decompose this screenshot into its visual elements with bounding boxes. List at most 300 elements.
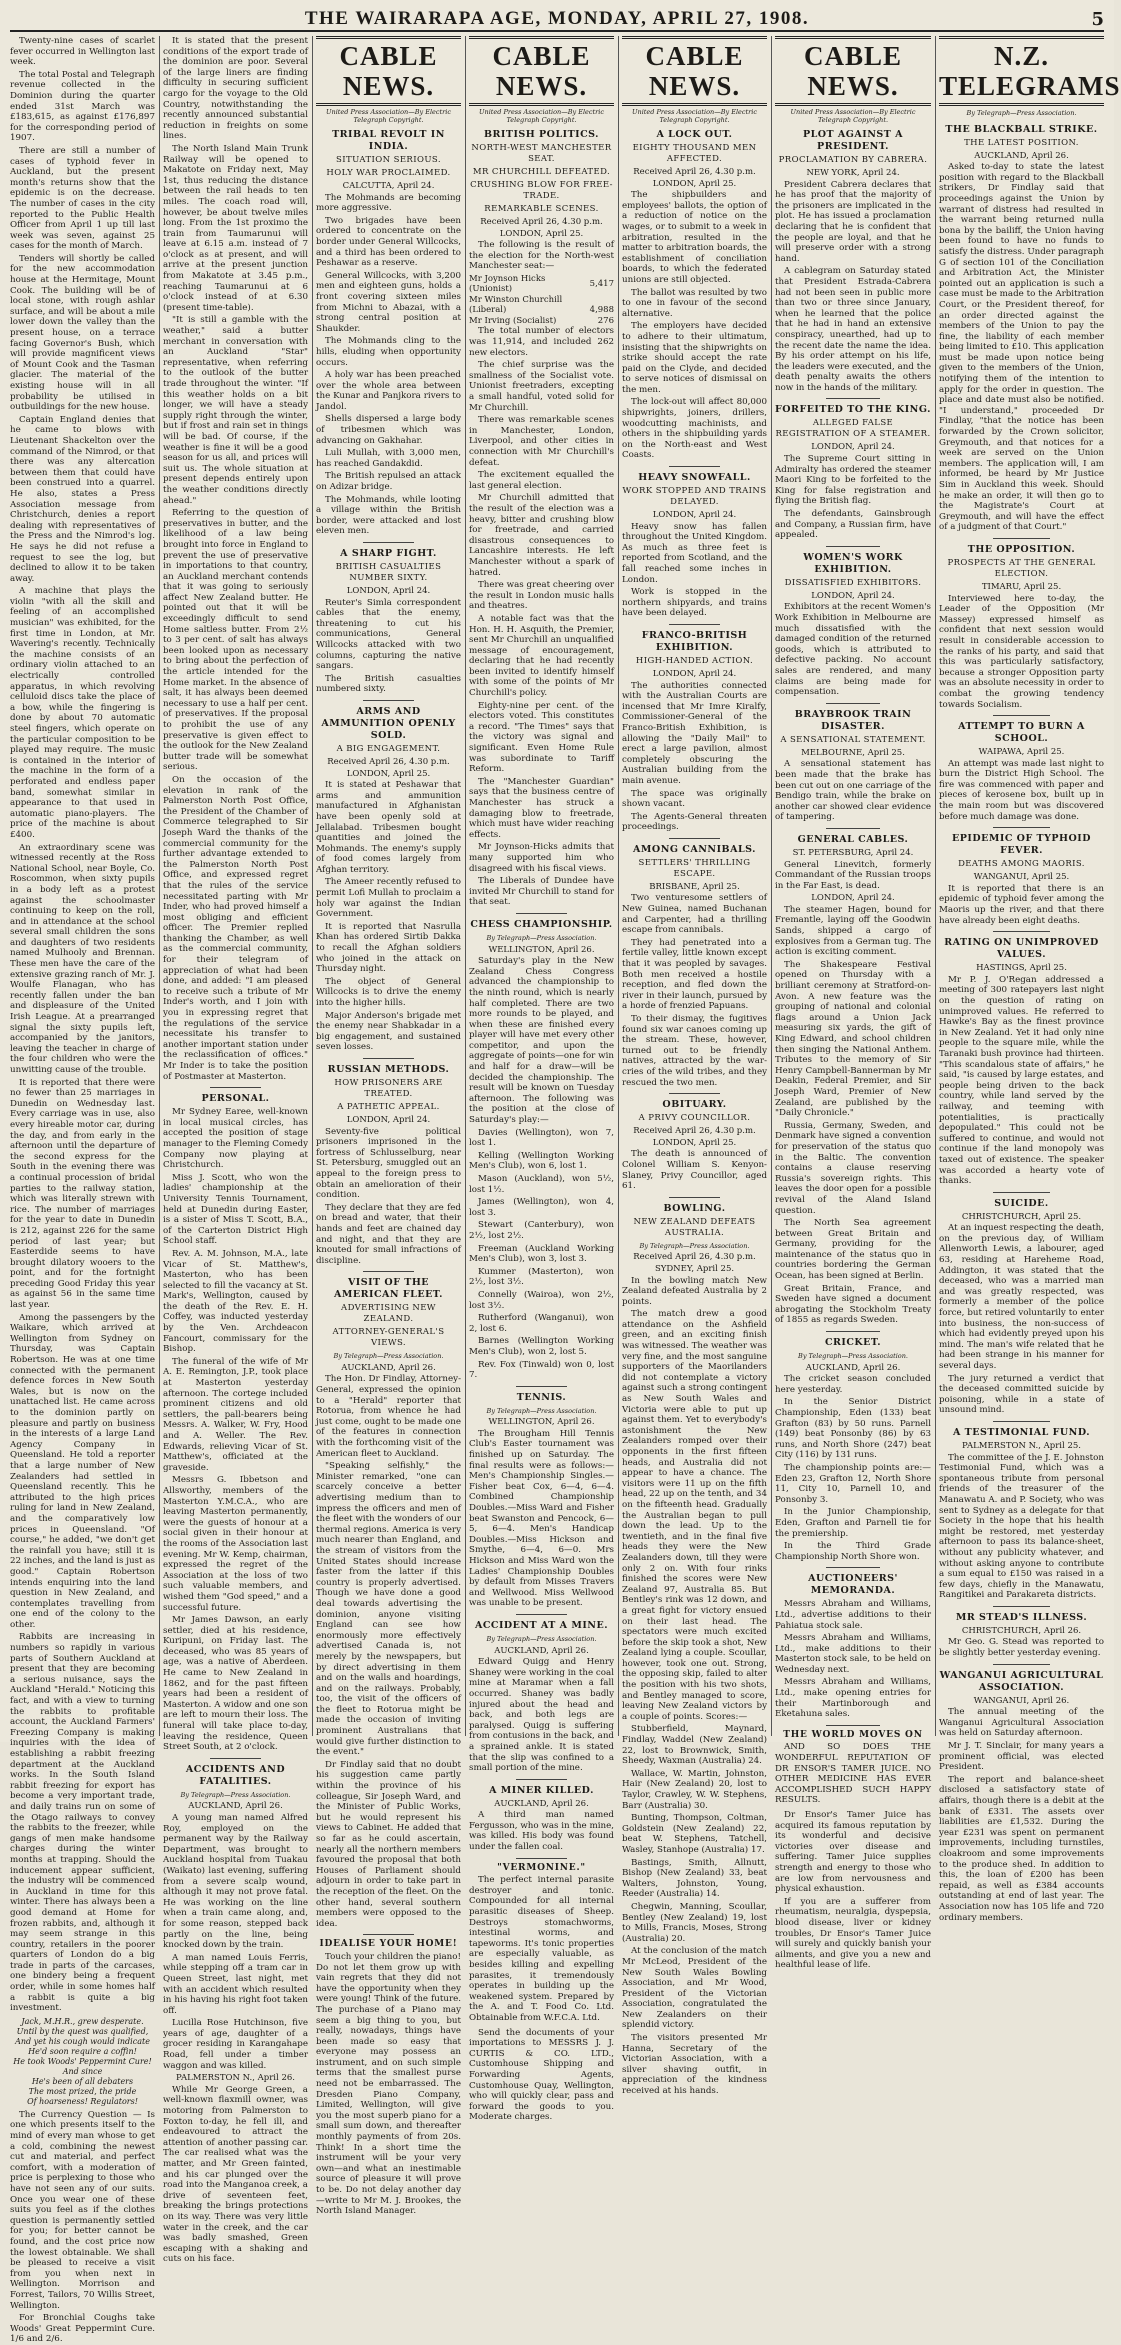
table-row xyxy=(469,316,614,327)
article-paragraph: Mr Joynson-Hicks admits that many supported him who disagreed with his fiscal views. xyxy=(469,842,614,874)
article-paragraph: Mr James Dawson, an early settler, died at his residence, Kuripuni, on Friday last. The deceased, who was 85 years of age, was a native of Aberdeen. He came to New Zealand in 1862, and for the past fifteen years had been a resident of Masterton. A widow and one son are left to mourn their loss. The funeral will take place to-day, leaving the residence, Queen Street South, at 2 o'clock. xyxy=(163,1615,308,1753)
article-paragraph: The North Island Main Trunk Railway will be opened to Makatote on Friday next, May 1st, thus reducing the distance between the rail heads to ten miles. The coach road will, however, be about twelve miles long. From the 1st proximo the train from Taumarunui will leave at 6.15 a.m. instead of 7 o'clock as at present, and will arrive at the present junction from Makatote at 3.45 p.m., reaching Taumarunui at 6 o'clock instead of at 6.30 (present time-table). xyxy=(163,143,308,313)
article-dateline: CHRISTCHURCH, April 25. xyxy=(961,1211,1082,1222)
verse-line: He's been of all debaters xyxy=(31,2076,134,2086)
vote-count: 5,417 xyxy=(589,279,614,290)
article-paragraph: The excitement equalled the last general election. xyxy=(469,470,614,491)
article-paragraph: There was great cheering over the result in London music halls and theatres. xyxy=(469,580,614,612)
article-paragraph: The Brougham Hill Tennis Club's Easter tournament was finished up on Saturday. The final results were as follows:—Men's Championship Singles.—Fisher beat Cox, 6—4, 6—4. Combined Championship Doubles.—Miss Ward and Fisher beat Swanston and Pencock, 6—5, 6—4. Men's Handicap Doubles.—Miss Hickson and Smythe, 6—4, 6—0. Mrs Hickson and Miss Ward won the Ladies' Championship Doubles by default from Misses Travers and Wellwood. Miss Wellwood was unable to be present. xyxy=(469,1428,614,1609)
column-3 xyxy=(316,36,461,2217)
article-headline: AUCTIONEERS' MEMORANDA. xyxy=(808,1573,898,1597)
column-rule xyxy=(618,36,619,1736)
article-paragraph: The jury returned a verdict that the deceased committed suicide by poisoning, while in a state of unsound mind. xyxy=(939,1373,1104,1416)
section-divider xyxy=(993,827,1051,828)
article-paragraph: The Hon. Dr Findlay, Attorney-General, expressed the opinion to a "Herald" reporter that Rotorua, from whence he had just come, ought to be made one of the features in connection with the forthcoming visit of the American fleet to Auckland. xyxy=(316,1374,461,1459)
article-paragraph: A young man named Alfred Roy, employed on the permanent way by the Railway Department, was brought to Auckland hospital from Tuakau (Waikato) last evening, suffering from a severe scalp wound, although it may not prove fatal. He was working on the line when a train came along, and, for some reason, stepped back partly on the line, being knocked down by the train. xyxy=(163,1813,308,1951)
article-paragraph: Edward Quigg and Henry Shaney were working in the coal mine at Maramar when a fall occurred. Shaney was badly injured about the head and back, and both legs are paralysed. Quigg is suffering from contusions in the back, and a sprained ankle. It is stated that the slip was confined to a small portion of the mine. xyxy=(469,1657,614,1774)
article-subheadline: DEATHS AMONG MAORIS. xyxy=(958,859,1085,870)
verse-advert xyxy=(10,2017,155,2107)
article-paragraph: The visitors presented Mr Hanna, Secretary of the Victorian Association, with a silver shaving outfit, in appreciation of the kindness received at his hands. xyxy=(622,2033,767,2097)
article-paragraph: In the Junior Championship, Eden, Grafton and Parnell tie for the premiership. xyxy=(775,1507,931,1539)
section-divider xyxy=(826,1331,881,1332)
article-subheadline: ALLEGED FALSE REGISTRATION OF A STEAMER. xyxy=(775,418,931,440)
article-paragraph: For Bronchial Coughs take Woods' Great Peppermint Cure. 1/6 and 2/6. xyxy=(10,2313,155,2345)
article-paragraph: A cablegram on Saturday stated that President Estrada-Cabrera had not been seen in public more than two or three since January, when he learned that the police that he had in hand an extensive conspiracy, unearthed, had up to the recent date the name the idea. By his order attempt on his life, the leaders were executed, and the death penalty awaits the others now in the hands of the military. xyxy=(775,266,931,393)
wire-credit: United Press Association—By Electric Telegraph Copyright. xyxy=(326,108,451,124)
article-paragraph: The ballot was resulted by two to one in favour of the second alternative. xyxy=(622,287,767,319)
article-paragraph: Reuter's Simla correspondent cables that the enemy, threatening to cut his communications, General Willcocks attacked with two columns, capturing the native sangars. xyxy=(316,597,461,672)
article-dateline: LONDON, April 25. xyxy=(652,1137,737,1148)
section-divider xyxy=(669,1093,720,1094)
article-subheadline: EIGHTY THOUSAND MEN AFFECTED. xyxy=(632,143,757,164)
article-paragraph: Chegwin, Manning, Scoullar, Bentley (New Zealand) 19, lost to Mills, Francis, Moses, Strong (Australia) 20. xyxy=(622,1901,767,1944)
article-paragraph: The Mohmands, while looting a village within the British border, were attacked and lost eleven men. xyxy=(316,494,461,537)
article-dateline: CHRISTCHURCH, April 26. xyxy=(961,1625,1082,1636)
section-banner: CABLE NEWS. xyxy=(775,36,931,106)
section-divider xyxy=(516,1779,567,1780)
section-divider xyxy=(516,1614,567,1615)
article-dateline: Received April 26, 4.30 p.m. xyxy=(633,1126,756,1137)
article-paragraph: Two brigades have been ordered to concentrate on the border under General Willcocks, and a third has been ordered to Peshawar as a reserve. xyxy=(316,215,461,269)
section-divider xyxy=(993,1606,1051,1607)
article-dateline: SYDNEY, April 25. xyxy=(654,1263,735,1274)
article-paragraph: Rev. Fox (Tinwald) won 0, lost 7. xyxy=(469,1359,614,1381)
verse-line: The most prized, the pride xyxy=(28,2086,137,2096)
article-paragraph: The total number of electors was 11,914, and included 262 new electors. xyxy=(469,326,614,358)
table-row xyxy=(469,295,614,306)
advertisement-title: "VERMONINE." xyxy=(497,1862,586,1873)
article-paragraph: The Shakespeare Festival opened on Thursday with a brilliant ceremony at Stratford-on-Avon. A new feature was the grouping of national and colonial flags around a Union Jack measuring six yards, the gift of King Edward, and school children then singing the National Anthem. Tributes to the memory of Sir Henry Campbell-Bannerman by Mr Deakin, Federal Premier, and Sir Joseph Ward, Premier of New Zealand, are published by the "Daily Chronicle." xyxy=(775,959,931,1119)
column-rule xyxy=(465,36,466,1736)
article-paragraph: The authorities connected with the Australian Courts are incensed that Mr Imre Kiralfy, Commissioner-General of the Franco-British Exhibition, is allowing the "Daily Mail" to erect a large pavilion, almost completely obscuring the Australian building from the main avenue. xyxy=(622,680,767,786)
article-dateline: PALMERSTON N., April 26. xyxy=(176,2073,295,2084)
article-subheadline: HIGH-HANDED ACTION. xyxy=(635,655,754,666)
article-paragraph: An attempt was made last night to burn the District High School. The fire was commenced with paper and pieces of kerosene box, built up in the main room but was discovered before much damage was done. xyxy=(939,758,1104,822)
article-paragraph: The Agents-General threaten proceedings. xyxy=(622,811,767,833)
article-dateline: WANGANUI, April 25. xyxy=(973,872,1070,883)
section-divider xyxy=(826,546,881,547)
article-headline: BRITISH POLITICS. xyxy=(484,129,599,140)
candidate-name: Mr Irving (Socialist) xyxy=(469,315,557,326)
article-paragraph: The Mohmands cling to the hills, eluding when opportunity occurs. xyxy=(316,336,461,368)
article-paragraph: In the bowling match New Zealand defeated Australia by 2 points. xyxy=(622,1275,767,1307)
article-paragraph: Wallace, W. Martin, Johnston, Hair (New Zealand) 20, lost to Taylor, Crawley, W. W. Stephens, Barr (Australia) 30. xyxy=(622,1768,767,1811)
section-divider xyxy=(826,1725,881,1726)
article-headline: PLOT AGAINST A PRESIDENT. xyxy=(802,129,904,152)
article-paragraph: Davies (Wellington), won 7, lost 1. xyxy=(469,1127,614,1149)
byline: By Telegraph—Press Association. xyxy=(486,933,597,942)
article-headline: FORFEITED TO THE KING. xyxy=(775,404,931,416)
article-paragraph: Russia, Germany, Sweden, and Denmark have signed a convention for preservation of the status quo in the Baltic. The convention contains a clause reserving Russia's sovereign rights. This leaves the door open for a possible revival of the Aland Island question. xyxy=(775,1120,931,1216)
article-paragraph: The chief surprise was the smallness of the Socialist vote. Unionist freetraders, excepting a small handful, voted solid for Mr Churchill. xyxy=(469,360,614,413)
article-paragraph: The cricket season concluded here yesterday. xyxy=(775,1374,931,1395)
section-divider xyxy=(826,1567,881,1568)
article-paragraph: Kelling (Wellington Working Men's Club), won 6, lost 1. xyxy=(469,1150,614,1172)
article-paragraph: In the Third Grade Championship North Shore won. xyxy=(775,1541,931,1562)
section-divider xyxy=(993,1421,1051,1422)
article-paragraph: It is reported that there is an epidemic of typhoid fever among the Maoris up the river, and that there have already been eight deaths. xyxy=(939,883,1104,926)
advertisement-title: THE WORLD MOVES ON xyxy=(783,1729,923,1740)
article-paragraph: The Supreme Court sitting in Admiralty has ordered the steamer Maori King to be forfeited to the King for false registration and flying the British flag. xyxy=(775,454,931,507)
article-paragraph: Among the passengers by the Waikare, which arrived at Wellington from Sydney on Thursday, was Captain Robertson. He was at one time connected with the permanent defence forces in New South Wales, but is now on the unattached list. He came across to the dominion partly on pleasure and partly on business in the interests of a large Land Agency Company in Queensland. He told a reporter that a large number of New Zealanders had settled in Queensland recently. This he attributed to the high prices ruling for land in New Zealand, and the comparatively low prices in Queensland. "Of course," he added, "we don't get the rainfall you have; still it is 22 inches, and the land is just as good." Captain Robertson intends enquiring into the land question in New Zealand, and contemplates travelling from one end of the colony to the other. xyxy=(10,1312,155,1630)
article-headline: ACCIDENTS AND FATALITIES. xyxy=(185,1763,286,1787)
article-paragraph: Rev. A. M. Johnson, M.A., late Vicar of St. Matthew's, Masterton, who has been selected to fill the vacancy at St. Mark's, Wellington, caused by the death of the Rev. E. H. Coffey, was inducted yesterday by the Ven. Archdeacon Fancourt, commissary for the Bishop. xyxy=(163,1248,308,1355)
byline: By Telegraph—Press Association. xyxy=(639,1241,750,1250)
article-paragraph: The object of General Willcocks is to drive the enemy into the higher hills. xyxy=(316,976,461,1008)
article-dateline: HASTINGS, April 25. xyxy=(976,963,1067,974)
article-dateline: LONDON, April 24. xyxy=(652,510,737,521)
article-subheadline: A PRIVY COUNCILLOR. xyxy=(638,1113,751,1124)
article-paragraph: The Ameer recently refused to permit Lofi Mullah to proclaim a holy war against the Indian Government. xyxy=(316,877,461,920)
article-subheadline: ATTORNEY-GENERAL'S VIEWS. xyxy=(332,1327,445,1349)
article-paragraph: Dr Ensor's Tamer Juice has acquired its famous reputation by its wonderful and decisive victories over disease and suffering. Tamer Juice supplies strength and energy to those who are low from nervousness and physical exhaustion. xyxy=(775,1810,931,1895)
article-headline: ARMS AND AMMUNITION OPENLY SOLD. xyxy=(321,705,456,741)
vote-count: 4,988 xyxy=(589,305,614,316)
article-paragraph: Kummer (Masterton), won 2½, lost 3½. xyxy=(469,1266,614,1288)
article-headline: WOMEN'S WORK EXHIBITION. xyxy=(803,551,903,575)
byline: By Telegraph—Press Association. xyxy=(333,1352,444,1361)
article-paragraph: Tenders will shortly be called for the new accommodation house at the Hermitage, Mount Cook. The building will be of local stone, with rough ashlar surface, and will be about a mile lower down the valley than the present house, on a terrace facing Governor's Bush, which will provide magnificent views of Mount Cook and the Tasman glacier. The material of the existing house will in all probability be utilised in outbuildings for the new house. xyxy=(10,253,155,413)
article-paragraph: A third man named Fergusson, who was in the mine, was killed. His body was found under the fallen coal. xyxy=(469,1810,614,1853)
section-divider xyxy=(516,1858,567,1859)
article-paragraph: Stubberfield, Maynard, Findlay, Waddel (New Zealand) 22, lost to Brownwick, Smith, Sheedy, Waxman (Australia) 24. xyxy=(622,1724,767,1767)
verse-line: Jack, M.H.R., grew desperate. xyxy=(21,2016,144,2026)
article-headline: A TESTIMONIAL FUND. xyxy=(952,1426,1091,1438)
article-paragraph: Mr Geo. G. Stead was reported to be slightly better yesterday evening. xyxy=(939,1637,1104,1659)
article-subheadline: DISSATISFIED EXHIBITORS. xyxy=(784,577,922,588)
article-paragraph: Shells dispersed a large body of tribesmen which was advancing on Gakhahar. xyxy=(316,414,461,446)
article-paragraph: The steamer Hagen, bound for Fremantle, laying off the Goodwin Sands, shipped a cargo of explosives from a German tug. The action is exciting comment. xyxy=(775,904,931,958)
article-headline: BOWLING. xyxy=(663,1202,726,1214)
article-subheadline: HOW PRISONERS ARE TREATED. xyxy=(334,1077,443,1099)
article-paragraph: A notable fact was that the Hon. H. H. Asquith, the Premier, sent Mr Churchill an unqualified message of encouragement, declaring that he had recently been invited to identify himself with some of the points of Mr Churchill's policy. xyxy=(469,613,614,699)
article-paragraph: It is reported that there were no fewer than 25 marriages in Dunedin on Wednesday last. Every carriage was in use, also every hireable motor car, during the day, and from early in the afternoon until the departure of the second express for the South in the evening there was a continual procession of bridal parties to the railway station, which was literally strewn with rice. The number of marriages for the year to date in Dunedin is 212, against 226 for the same period of last year; but Easterdide seems to have brought dilatory wooers to the point, and for the fortnight preceding Good Friday this year as against 56 in the same time last year. xyxy=(10,1077,155,1311)
column-rule xyxy=(312,36,313,1736)
article-paragraph: General Linevitch, formerly Commandant of the Russian troops in the Far East, is dead. xyxy=(775,859,931,891)
article-paragraph: General Willcocks, with 3,200 men and eighteen guns, holds a front covering sixteen miles from Michni to Abazai, with a strong central position at Shaukder. xyxy=(316,270,461,334)
advertisement-body: The perfect internal parasite destroyer and tonic. Compounded for all internal parasitic diseases of Sheep. Destroys stomachworms, intestinal worms, and tapeworms. It's tonic properties are especially valuable, as besides killing and expelling parasites, it tremendously operates in building up the weakened system. Prepared by the A. and T. Food Co. Ltd. Obtainable from W.F.C.A. Ltd. xyxy=(469,1875,614,2023)
article-headline: MR STEAD'S ILLNESS. xyxy=(955,1611,1088,1623)
article-paragraph: Messrs Abraham and Williams, Ltd., make opening entries for their Martinborough and Eketahuna sales. xyxy=(775,1677,931,1720)
article-paragraph: The championship points are:—Eden 23, Grafton 12, North Shore 11, City 10, Parnell 10, and Ponsonby 3. xyxy=(775,1462,931,1505)
article-paragraph: James (Wellington), won 4, lost 3. xyxy=(469,1197,614,1218)
article-paragraph: Two venturesome settlers of New Guinea, named Buchanan and Carpenter, had a thrilling escape from cannibals. xyxy=(622,893,767,936)
section-divider xyxy=(826,398,881,399)
section-banner: CABLE NEWS. xyxy=(469,36,614,106)
article-dateline: AUCKLAND, April 26. xyxy=(494,1798,589,1809)
column-rule xyxy=(159,36,160,1736)
column-4 xyxy=(469,36,614,2123)
article-paragraph: Seventy-five political prisoners imprisoned in the fortress of Schlusselburg, near St. Petersburg, smuggled out an appeal to the foreign press to obtain an amelioration of their condition. xyxy=(316,1126,461,1201)
article-paragraph: There was remarkable scenes in Manchester, London, Liverpool, and other cities in connection with Mr Churchill's defeat. xyxy=(469,415,614,468)
article-paragraph: The death is announced of Colonel William S. Kenyon-Slaney, Privy Councillor, aged 61. xyxy=(622,1149,767,1192)
article-dateline: LONDON, April 24. xyxy=(346,1114,431,1125)
masthead-title: THE WAIRARAPA AGE, MONDAY, APRIL 27, 1908. xyxy=(304,8,810,29)
section-divider xyxy=(210,1758,261,1759)
article-paragraph: A man named Louis Ferris, while stepping off a tram car in Queen Street, last night, met with an accident which resulted in his having his right foot taken off. xyxy=(163,1952,308,2016)
article-paragraph: They declare that they are fed on bread and water, that their hands and feet are chained day and night, and that they are knouted for small infractions of discipline. xyxy=(316,1202,461,1266)
article-paragraph: If you are a sufferer from rheumatism, neuralgia, dyspepsia, blood disease, liver or kidney troubles, Dr Ensor's Tamer Juice will surely and quickly banish your ailments, and give you a new and healthful lease of life. xyxy=(775,1896,931,1971)
article-paragraph: The British casualties numbered sixty. xyxy=(316,673,461,695)
section-divider xyxy=(826,703,881,704)
article-headline: RUSSIAN METHODS. xyxy=(327,1063,450,1075)
article-paragraph: To their dismay, the fugitives found six war canoes coming up the stream. These, however, turned out to be friendly natives, attracted by the war-cries of the wild tribes, and they rescued the two men. xyxy=(622,1014,767,1088)
advertisement xyxy=(316,1939,461,2216)
article-dateline: LONDON, April 24. xyxy=(811,442,895,453)
article-paragraph: It is reported that Nasrulla Khan has ordered Sirtib Dakka to recall the Afghan soldiers who joined in the attack on Thursday night. xyxy=(316,921,461,975)
article-paragraph: The annual meeting of the Wanganui Agricultural Association was held on Saturday afternoon. xyxy=(939,1707,1104,1739)
article-paragraph: Saturday's play in the New Zealand Chess Congress advanced the championship to the ninth round, which is nearly half completed. There are two more rounds to be played, and when these are finished every player will have met every other competitor, and upon the aggregate of points—one for win and half for a draw—will be decided the championship. The result will be known on Tuesday afternoon. The following was the position at the close of Saturday's play:— xyxy=(469,956,614,1126)
article-dateline: LONDON, April 25. xyxy=(499,228,584,239)
article-subheadline: A SENSATIONAL STATEMENT. xyxy=(780,734,926,745)
column-2 xyxy=(163,36,308,2265)
section-divider xyxy=(516,913,567,914)
article-headline: ACCIDENT AT A MINE. xyxy=(474,1619,609,1631)
article-subheadline: CRUSHING BLOW FOR FREE-TRADE. xyxy=(470,180,613,201)
article-paragraph: Bunting, Thompson, Coltman, Goldstein (New Zealand) 22, beat W. Stephens, Tatchell, Wasley, Stanhope (Australia) 17. xyxy=(622,1813,767,1855)
article-headline: AMONG CANNIBALS. xyxy=(633,843,756,855)
article-dateline: WELLINGTON, April 26. xyxy=(488,944,595,955)
article-subheadline: A PATHETIC APPEAL. xyxy=(337,1101,440,1112)
article-paragraph: At an inquest respecting the death, on the previous day, of William Allenworth Lewis, a labourer, aged 63, residing at Hareheme Road, Addington, it was stated that the deceased, who was a married man and was greatly respected, was formerly a member of the police force, but retired voluntarily to enter into business, the non-success of which had evidently preyed upon his mind. The man's wife related that he had been strange in his manner for several days. xyxy=(939,1223,1104,1371)
section-divider xyxy=(993,1192,1051,1193)
article-paragraph: Send the documents of your importations to MESSRS J. J. CURTIS & CO. LTD., Customhouse Shipping and Forwarding Agents, Customhouse Quay, Wellington, who will quickly clear, pass and forward the goods to you. Moderate charges. xyxy=(469,2027,614,2123)
column-1 xyxy=(10,36,155,2345)
candidate-name: Mr Winston Churchill xyxy=(469,294,563,305)
article-paragraph: Mr J. T. Sinclair, for many years a prominent official, was elected President. xyxy=(939,1741,1104,1773)
article-headline: ATTEMPT TO BURN A SCHOOL. xyxy=(958,721,1085,745)
byline: By Telegraph—Press Association. xyxy=(486,1406,597,1415)
article-headline: BRAYBROOK TRAIN DISASTER. xyxy=(794,708,912,732)
article-headline: A MINER KILLED. xyxy=(489,1784,594,1796)
article-paragraph: President Cabrera declares that he has proof that the majority of the prisoners are implicated in the plot. He has issued a proclamation declaring that he is confident that the people are loyal, and that he will preserve order with a strong hand. xyxy=(775,179,931,264)
section-divider xyxy=(826,828,881,829)
article-dateline: PALMERSTON N., April 25. xyxy=(962,1440,1081,1451)
article-paragraph: Mr Churchill admitted that the result of the election was a heavy, bitter and crushing blow for freetrade, and carried disastrous consequences to Lancashire interests. He left Manchester without a spark of hatred. xyxy=(469,493,614,578)
article-paragraph: Bastings, Smith, Allnutt, Bishop (New Zealand) 33, beat Walters, Johnston, Young, Reeder (Australia) 14. xyxy=(622,1857,767,1900)
article-paragraph: The match drew a good attendance on the Ashfield green, and an exciting finish was witnessed. The weather was very fine, and the most sanguine supporters of the Maorilanders did not contemplate a victory against such a strong contingent as New South Wales and Victoria were able to put up against them. Yet to everybody's astonishment the New Zealanders romped over their opponents in the first fifteen heads, and Australia did not appear to have a chance. The visitors were 11 up on the fifth head, 22 up on the tenth, and 34 on the fifteenth head. Gradually the Australian began to pull down the lead. Up to the twentieth, and in the final five heads they were the New Zealanders down, till they were only 2 on. With four rinks finished the scores were New Zealand 97, Australia 85. But Bentley's rink was 12 down, and a great fight for victory ensued on their last head. The spectators were much excited before the skip took a shot, New Zealand lying a couple. Scoullar, however, took one out. Strong, the opposing skip, failed to alter the position with his two shots, and Bentley managed to score, leaving New Zealand victors by a couple of points. Scores:— xyxy=(622,1309,767,1722)
section-divider xyxy=(669,1197,720,1198)
article-subheadline: MR CHURCHILL DEFEATED. xyxy=(472,167,611,177)
section-divider xyxy=(363,1934,414,1935)
article-paragraph: Messrs G. Ibbetson and Allsworthy, members of the Masterton Y.M.C.A., who are leaving Masterton permanently, were the guests of honour at a social given in their honour at the rooms of the Association last evening. Mr W. Kemp, chairman, expressed the regret of the Association at the loss of two such valuable members, and wished them "God speed," and a successful future. xyxy=(163,1475,308,1613)
article-paragraph: While Mr George Green, a well-known flaxmill owner, was motoring from Palmerston to Foxton to-day, he fell ill, and endeavoured to attract the attention of another passing car. The car realised what was the matter, and Mr Green fainted, and his car plunged over the road into the Manganoa creek, a drive of seventeen feet, breaking the brings protections on its way. There was very little water in the creek, and the car was badly smashed, Green escaping with a shaking and cuts on his face. xyxy=(163,2084,308,2265)
article-paragraph: The North Sea agreement between Great Britain and Germany, providing for the maintenance of the status quo in countries bordering the German Ocean, has been signed at Berlin. xyxy=(775,1218,931,1282)
article-dateline: MELBOURNE, April 25. xyxy=(801,747,905,758)
article-headline: TENNIS. xyxy=(516,1391,567,1403)
article-paragraph: Great Britain, France, and Sweden have signed a document abrogating the Stockholm Treaty of 1855 as regards Sweden. xyxy=(775,1283,931,1326)
article-paragraph: Interviewed here to-day, the Leader of the Opposition (Mr Massey) expressed himself as confident that next session would result in considerable accession to the ranks of his party, and said that this was particularly satisfactory, because a stronger Opposition party was an absolute necessity in order to combat the growing tendency towards Socialism. xyxy=(939,593,1104,710)
section-divider xyxy=(363,1058,414,1059)
article-paragraph: Eighty-nine per cent. of the electors voted. This constitutes a record. "The Times" says that the victory was signal and significant. Even Home Rule was subordinate to Tariff Reform. xyxy=(469,700,614,775)
article-paragraph: Rutherford (Wanganui), won 2, lost 6. xyxy=(469,1313,614,1334)
article-paragraph: The committee of the J. E. Johnston Testimonial Fund, which was a spontaneous tribute from personal friends of the treasurer of the Manawatu A. and P. Society, who was sent to Sydney as a delegate for that Society in the hope that his health might be restored, met yesterday afternoon to pass its balance-sheet, without any publicity whatever, and without asking anyone to contribute a sum equal to £150 was raised in a few days, chiefly in the Manawatu, Rangitikei and Parakareta districts. xyxy=(939,1452,1104,1601)
article-headline: TRIBAL REVOLT IN INDIA. xyxy=(332,129,445,152)
article-dateline: Received April 26, 4.30 p.m. xyxy=(327,756,450,767)
table-row xyxy=(469,305,614,316)
column-6 xyxy=(775,36,932,1971)
byline: By Telegraph—Press Association. xyxy=(966,109,1077,117)
article-paragraph: It is stated at Peshawar that arms and ammunition manufactured in Afghanistan have been openly sold at Jellalabad. Tribesmen bought quantities and joined the Mohmands. The enemy's supply of food comes largely from Afghan territory. xyxy=(316,780,461,875)
article-paragraph: On the occasion of the elevation in rank of the Palmerston North Post Office, the President of the Chamber of Commerce telegraphed to Sir Joseph Ward the thanks of the commercial community for the further advantage extended to the Palmerston North Post Office, and expressed regret that the rules of the service necessitated parting with Mr Inder, who had proved himself a most obliging and efficient officer. The Premier replied thanking the Chamber, as well as the commercial community, for their telegram of appreciation of what had been done, and added: "I am pleased to receive such a tribute of Mr Inder's worth, and I join with you in expressing regret that the regulations of the service necessitate his transfer to another important station under the reclassification of offices." Mr Inder is to take the position of Postmaster at Masterton. xyxy=(163,774,308,1082)
article-headline: VISIT OF THE AMERICAN FLEET. xyxy=(334,1277,443,1301)
advertisement xyxy=(775,1730,931,1806)
vote-count: 276 xyxy=(597,315,614,326)
article-paragraph: In the Senior District Championship, Eden (133) beat Grafton (83) by 50 runs. Parnell (149) beat Ponsonby (86) by 63 runs, and North Shore (247) beat City (116) by 131 runs. xyxy=(775,1397,931,1461)
article-dateline: AUCKLAND, April 26. xyxy=(494,1645,589,1656)
column-7 xyxy=(939,36,1121,1923)
verse-line: He took Woods' Peppermint Cure! And since xyxy=(13,2056,152,2076)
article-paragraph: It is stated that the present conditions of the export trade of the dominion are poor. Several of the large liners are finding difficulty in securing sufficient cargo for the voyage to the Old Country, notwithstanding the recently announced substantial reduction in freights on some lines. xyxy=(163,36,308,142)
advertisement-title: IDEALISE YOUR HOME! xyxy=(319,1939,458,1950)
wire-credit: United Press Association—By Electric Telegraph Copyright. xyxy=(479,108,604,124)
article-dateline: WAIPAWA, April 25. xyxy=(978,747,1065,758)
byline: By Telegraph—Press Association. xyxy=(486,1634,597,1643)
article-headline: THE OPPOSITION. xyxy=(967,543,1076,555)
masthead xyxy=(10,4,1104,32)
article-paragraph: Lucilla Rose Hutchinson, five years of age, daughter of a grocer residing in Karangahape Road, fell under a timber waggon and was killed. xyxy=(163,2018,308,2071)
advertisement-body: AND SO DOES THE WONDERFUL REPUTATION OF DR ENSOR'S TAMER JUICE. NO OTHER MEDICINE HAS EVER ACCOMPLISHED SUCH HAPPY RESULTS. xyxy=(775,1742,931,1806)
article-subheadline: WORK STOPPED AND TRAINS DELAYED. xyxy=(622,486,767,508)
article-subheadline: THE LATEST POSITION. xyxy=(964,137,1079,148)
article-paragraph: Messrs Abraham and Williams, Ltd., advertise additions to their Pahiatua stock sale. xyxy=(775,1599,931,1631)
article-paragraph: The shipbuilders and employees' ballots, the option of a reduction of notice on the wages, or to submit to a week in arbitration, resulted in the matter to arbitration boards, the establishment of conciliation boards, to which the federated unions are still objected. xyxy=(622,190,767,285)
article-headline: RATING ON UNIMPROVED VALUES. xyxy=(944,937,1099,961)
article-paragraph: An extraordinary scene was witnessed recently at the Ross National School, near Boyle, Co. Roscommon, when sixty pupils in a body left as a protest against the schoolmaster continuing to keep on the roll, and in attendance at the school several small children the sons and daughters of two residents named Mulhooly and Brennan. These men have the care of the extensive grazing ranch of Mr. J. Woulfe Flanagan, who has recently fallen under the ban and displeasure of the United Irish League. At a prearranged signal the sixty pupils left, accompanied by the janitors, leaving the teacher in charge of the four children who were the unwitting cause of the trouble. xyxy=(10,842,155,1075)
article-paragraph: The defendants, Gainsbrough and Company, a Russian firm, have appealed. xyxy=(775,509,931,541)
article-paragraph: The Mohmands are becoming more aggressive. xyxy=(316,192,461,214)
advertisement-body: Touch your children the piano! Do not let them grow up with vain regrets that they did not have the opportunity when they were young! Think of the future. The purchase of a Piano may seem a big thing to you, but really, nowadays, things have been made so easy that everyone may possess an instrument, and on such simple terms that the smallest purse need not be embarrassed. The Dresden Piano Company, Limited, Wellington, will give you the most superb piano for a small sum down, and thereafter monthly payments of from 20s. Think! In a short time the instrument will be your very own—and what an inestimable source of pleasure it will prove to be. Do not delay another day—write to Mr M. J. Brookes, the North Island Manager. xyxy=(316,1951,461,2217)
article-paragraph: Work is stopped in the northern shipyards, and trains have been delayed. xyxy=(622,587,767,619)
article-paragraph: Messrs Abraham and Williams, Ltd., make additions to their Masterton stock sale, to be held on Wednesday next. xyxy=(775,1633,931,1675)
article-dateline: AUCKLAND, April 26. xyxy=(974,150,1069,161)
article-dateline: ST. PETERSBURG, April 24. xyxy=(792,847,914,858)
section-divider xyxy=(993,538,1051,539)
article-paragraph: Captain England denies that he came to blows with Lieutenant Shackelton over the command of the Nimrod, or that there was any altercation between them that could have been construed into a quarrel. He also, states a Press Association message from Christchurch, denies a report dealing with representatives of the Press and the Nimrod's log. He says he did not refuse a request to see the log, but declined to allow it to be taken away. xyxy=(10,414,155,584)
article-paragraph: Twenty-nine cases of scarlet fever occurred in Wellington last week. xyxy=(10,36,155,68)
byline: By Telegraph—Press Association. xyxy=(180,1790,291,1799)
article-dateline: Received April 26, 4.30 p.m. xyxy=(480,217,603,227)
article-paragraph: Exhibitors at the recent Women's Work Exhibition in Melbourne are much dissatisfied with the damaged condition of the returned goods, which is attributed to defective packing. No account sales are rendered, and many claims are being made for compensation. xyxy=(775,602,932,698)
article-paragraph: The following is the result of the election for the North-west Manchester seat:— xyxy=(469,240,614,272)
section-divider xyxy=(516,1386,567,1387)
article-dateline: AUCKLAND, April 26. xyxy=(188,1801,283,1812)
article-dateline: TIMARU, April 25. xyxy=(981,581,1062,592)
article-dateline: WELLINGTON, April 26. xyxy=(488,1417,595,1428)
article-paragraph: A holy war has been preached over the whole area between the Kunar and Panjkora rivers to Jandol. xyxy=(316,370,461,412)
article-headline: EPIDEMIC OF TYPHOID FEVER. xyxy=(952,833,1091,857)
article-paragraph: The Liberals of Dundee have invited Mr Churchill to stand for that seat. xyxy=(469,876,614,908)
article-paragraph: The funeral of the wife of Mr A. E. Remington, J.P., took place at Masterton yesterday afternoon. The cortege included prominent citizens and old settlers, the pall-bearers being Messrs. A. Walker, W. Fry, Hood and A. Weller. The Rev. Edwards, relieving Vicar of St. Matthew's, officiated at the graveside. xyxy=(163,1356,308,1473)
section-divider xyxy=(363,1271,414,1272)
section-divider xyxy=(669,838,720,839)
article-subheadline: NORTH-WEST MANCHESTER SEAT. xyxy=(471,143,612,164)
article-paragraph: The total Postal and Telegraph revenue collected in the Dominion during the quarter ended 31st March was £183,615, as against £176,897 for the corresponding period of 1907. xyxy=(10,69,155,144)
section-divider xyxy=(993,715,1051,716)
section-divider xyxy=(210,1087,261,1088)
article-paragraph: There are still a number of cases of typhoid fever in Auckland, but the present month's returns show that the epidemic is on the decrease. The number of cases in the city reported to the Public Health Officer from April 1 up till last week was seven, against 25 cases for the month of March. xyxy=(10,145,155,252)
section-divider xyxy=(993,1664,1051,1665)
article-headline: PERSONAL. xyxy=(201,1093,270,1105)
article-paragraph: The Currency Question — Is one which presents itself to the mind of every man whose to get a cold, combining the newest cut and material, and perfect comfort, with a moderation of price is perplexing to those who have not seen any of our suits. Once you wear one of these suits you feel as if the clothes question is permanently settled for you; for better cannot be found, and the cost price now the lowest obtainable. We shall be pleased to receive a visit from you when next in Wellington. Morrison and Forrest, Tailors, 70 Willis Street, Wellington. xyxy=(10,2109,155,2311)
article-headline: SUICIDE. xyxy=(994,1197,1049,1209)
section-banner: CABLE NEWS. xyxy=(622,36,767,106)
article-headline: CHESS CHAMPIONSHIP. xyxy=(470,918,613,930)
candidate-name: (Liberal) xyxy=(469,305,507,316)
section-banner: CABLE NEWS. xyxy=(316,36,461,106)
article-dateline: LONDON, April 25. xyxy=(652,178,737,189)
article-paragraph: The British repulsed an attack on Adizar bridge. xyxy=(316,471,461,493)
article-dateline: BRISBANE, April 25. xyxy=(649,881,740,892)
article-headline: A LOCK OUT. xyxy=(656,129,733,140)
article-subheadline: BRITISH CASUALTIES NUMBER SIXTY. xyxy=(335,562,442,583)
article-paragraph: At the conclusion of the match Mr McLeod, President of the New South Wales Bowling Association, and Mr Wood, President of the Victorian Association, congratulated the New Zealanders on their splendid victory. xyxy=(622,1946,767,2031)
candidate-name: Mr Joynson Hicks (Unionist) xyxy=(469,273,546,295)
article-paragraph: They had penetrated into a fertile valley, little known except that it was peopled by savages. Both men received a hostile reception, and fled down the river in their launch, pursued by a horde of frenzied Papuans. xyxy=(622,937,767,1012)
article-dateline: LONDON, April 24. xyxy=(811,893,895,904)
section-divider xyxy=(363,700,414,701)
article-subheadline: HOLY WAR PROCLAIMED. xyxy=(326,168,451,178)
verse-line: Of hoarseness! Regulators! xyxy=(27,2096,138,2106)
article-paragraph: The employers have decided to adhere to their ultimatum, insisting that the shipwrights on strike should accept the rate paid on the Clyde, and decided to serve notices of dismissal on the men. xyxy=(622,321,767,395)
wire-credit: United Press Association—By Electric Telegraph Copyright. xyxy=(632,108,757,124)
article-dateline: LONDON, April 24. xyxy=(652,668,737,679)
article-paragraph: Major Anderson's brigade met the enemy near Shabkadar in a big engagement, and sustained seven losses. xyxy=(316,1010,461,1053)
election-result-table xyxy=(469,274,614,327)
article-headline: FRANCO-BRITISH EXHIBITION. xyxy=(641,629,748,653)
article-subheadline: A BIG ENGAGEMENT. xyxy=(336,743,441,754)
article-subheadline: PROCLAMATION BY CABRERA. xyxy=(778,155,928,165)
section-divider xyxy=(993,931,1051,932)
section-banner: N.Z. TELEGRAMS xyxy=(939,36,1104,106)
article-paragraph: "It is still a gamble with the weather," said a butter merchant in conversation with an Auckland "Star" representative, when referring to the outlook of the butter trade throughout the winter. "If this weather holds on a bit longer, we will have a steady supply right through the winter, but if frost and rain set in things will be bad. Of course, if the weather is fine it will be a good season for us all, and prices will suit us. The whole situation at present depends entirely upon the weather conditions directly ahead." xyxy=(163,315,308,506)
article-paragraph: Mason (Auckland), won 5½, lost 1½. xyxy=(469,1174,614,1195)
byline: By Telegraph—Press Association. xyxy=(798,1352,908,1361)
article-subheadline: REMARKABLE SCENES. xyxy=(484,204,599,214)
article-headline: HEAVY SNOWFALL. xyxy=(638,472,751,484)
article-paragraph: Referring to the question of preservatives in butter, and the likelihood of a law being brought into force in England to prevent the use of preservative in importations to that country, an Auckland merchant contends that it was going to seriously affect New Zealand butter. He pointed out that it will be exceedingly difficult to send Home saltless butter. From 2½ to 3 per cent. of salt has always been looked upon as necessary to bring about the perfection of the article intended for the Home market. In the absence of salt, it has always been deemed necessary to use a half per cent. of preservatives. If the proposal to prohibit the use of any preservative is given effect to the outlook for the New Zealand butter trade will be somewhat serious. xyxy=(163,508,308,773)
article-paragraph: Mr Sydney Earee, well-known in local musical circles, has accepted the position of stage manager to the Fleming Comedy Company now playing at Christchurch. xyxy=(163,1107,308,1171)
article-paragraph: Luli Mullah, with 3,000 men, has reached Gandakdid. xyxy=(316,448,461,469)
article-paragraph: Connelly (Wairoa), won 2½, lost 3½. xyxy=(469,1289,614,1311)
article-subheadline: NEW ZEALAND DEFEATS AUSTRALIA. xyxy=(633,1216,756,1238)
article-paragraph: The lock-out will affect 80,000 shipwrights, joiners, drillers, woodcutting machinists, and others in the shipbuilding yards on the North-east and West Coasts. xyxy=(622,397,767,461)
article-headline: GENERAL CABLES. xyxy=(797,833,909,845)
article-headline: A SHARP FIGHT. xyxy=(340,548,437,559)
vote-count xyxy=(590,295,614,306)
wire-credit: United Press Association—By Electric Telegraph Copyright. xyxy=(790,108,916,124)
article-paragraph: Asked to-day to state the latest position with regard to the Blackball strikers, Dr Findlay said that proceedings against the Union by warrant of distress had resulted in the warrant being returned nulla bona by the bailiff, the Union having been found to have no funds to satisfy the distress. Under paragraph G of section 101 of the Conciliation and Arbitration Act, the Minister pointed out an application is such a case must be made to the Arbitration Court, or the President thereof, for an order directed against the members of the Union to pay the fine, the liability of each member being limited to £10. This application must be made upon notice being given to the members of the Union, notifying them of the intention to apply for the order in question. The place and date must also be notified. "I understand," proceeded Dr Findlay, "that the notice has been forwarded by the Crown solicitor, Greymouth, and that notices for a week are served on the Union members. The application will, I am informed, be heard by Mr Justice Sim in Auckland this week. Should he make an order, it will then go to the Magistrate's Court at Greymouth, and will have the effect of a judgment of that Court." xyxy=(939,162,1104,533)
column-rule xyxy=(935,36,936,1736)
article-paragraph: Stewart (Canterbury), won 2½, lost 2½. xyxy=(469,1220,614,1241)
article-subheadline: SITUATION SERIOUS. xyxy=(336,155,441,165)
article-paragraph: The "Manchester Guardian" says that the business centre of Manchester has struck a damaging blow to freetrade, which must have wider reaching effects. xyxy=(469,776,614,840)
article-dateline: WANGANUI, April 26. xyxy=(973,1695,1070,1706)
article-dateline: AUCKLAND, April 26. xyxy=(805,1362,901,1373)
article-dateline: LONDON, April 25. xyxy=(346,768,431,779)
article-subheadline: PROSPECTS AT THE GENERAL ELECTION. xyxy=(947,557,1096,579)
article-paragraph: "Speaking selfishly," the Minister remarked, "one can scarcely conceive a better advertising medium than to impress the officers and men of the fleet with the wonders of our thermal regions. America is very much nearer than England, and the stream of visitors from the United States should increase faster from the latter if this country is properly advertised. Though we have done a good deal towards advertising the dominion, anyone visiting England can see how enormously more effectively advertised Canada is, not merely by the newspapers, but by direct advertising in them and on the walls and hoardings, and on the railways. Probably, too, the visit of the officers of the fleet to Rotorua might be made the occasion of inviting prominent Australians that would give further distinction to the event." xyxy=(316,1461,461,1758)
verse-line: Until by the quest was qualified, xyxy=(16,2026,149,2036)
column-5 xyxy=(622,36,767,2097)
section-divider xyxy=(669,624,720,625)
article-dateline: NEW YORK, April 24. xyxy=(806,168,900,178)
article-paragraph: Miss J. Scott, who won the ladies' championship at the University Tennis Tournament, held at Dunedin during Easter, is a sister of Miss T. Scott, B.A., of the Carterton District High School staff. xyxy=(163,1172,308,1247)
advertisement xyxy=(469,1863,614,2024)
article-paragraph: Heavy snow has fallen throughout the United Kingdom. As much as three feet is reported from Scotland, and the fall reached some inches in London. xyxy=(622,521,767,585)
article-headline: THE BLACKBALL STRIKE. xyxy=(945,123,1098,135)
section-divider xyxy=(669,466,720,467)
